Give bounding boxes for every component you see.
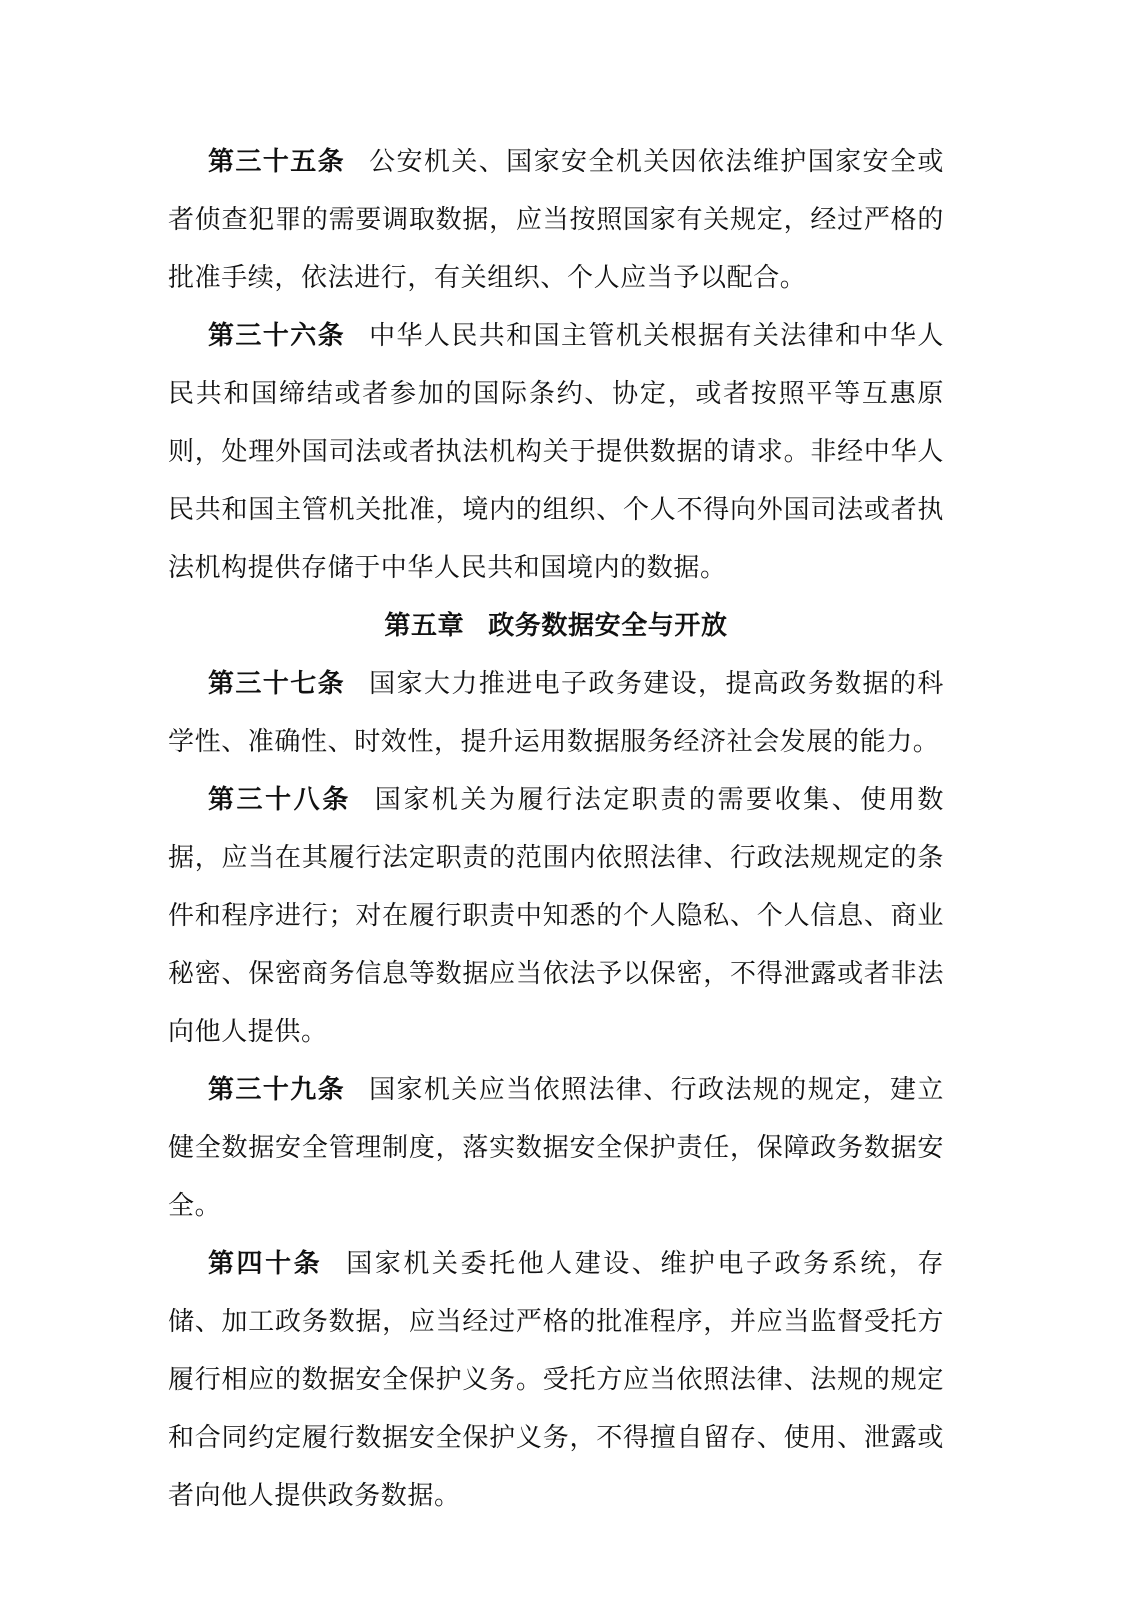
article-text: 国家机关应当依照法律、行政法规的规定，建立健全数据安全管理制度，落实数据安全保护责任，保障政务数据安全。 xyxy=(168,1075,944,1221)
article-title: 第三十五条 xyxy=(208,147,346,177)
article-35 xyxy=(168,133,944,307)
article-38 xyxy=(168,771,944,1061)
document-page xyxy=(168,133,944,1525)
article-title: 第三十八条 xyxy=(208,785,351,815)
chapter-title: 政务数据安全与开放 xyxy=(488,611,728,641)
article-text: 国家大力推进电子政务建设，提高政务数据的科学性、准确性、时效性，提升运用数据服务经济社会发展的能力。 xyxy=(168,669,944,757)
chapter-number: 第五章 xyxy=(384,611,465,641)
article-40 xyxy=(168,1235,944,1525)
article-title: 第四十条 xyxy=(208,1249,323,1279)
chapter-heading xyxy=(168,597,944,655)
article-36 xyxy=(168,307,944,597)
article-37 xyxy=(168,655,944,771)
article-39 xyxy=(168,1061,944,1235)
article-text: 国家机关为履行法定职责的需要收集、使用数据，应当在其履行法定职责的范围内依照法律、行政法规规定的条件和程序进行；对在履行职责中知悉的个人隐私、个人信息、商业秘密、保密商务信息等数据应当依法予以保密，不得泄露或者非法向他人提供。 xyxy=(168,785,944,1047)
article-title: 第三十六条 xyxy=(208,321,346,351)
article-text: 公安机关、国家安全机关因依法维护国家安全或者侦查犯罪的需要调取数据，应当按照国家有关规定，经过严格的批准手续，依法进行，有关组织、个人应当予以配合。 xyxy=(168,147,944,293)
article-title: 第三十七条 xyxy=(208,669,346,699)
article-text: 国家机关委托他人建设、维护电子政务系统，存储、加工政务数据，应当经过严格的批准程序，并应当监督受托方履行相应的数据安全保护义务。受托方应当依照法律、法规的规定和合同约定履行数据安全保护义务，不得擅自留存、使用、泄露或者向他人提供政务数据。 xyxy=(168,1249,944,1511)
article-text: 中华人民共和国主管机关根据有关法律和中华人民共和国缔结或者参加的国际条约、协定，或者按照平等互惠原则，处理外国司法或者执法机构关于提供数据的请求。非经中华人民共和国主管机关批准，境内的组织、个人不得向外国司法或者执法机构提供存储于中华人民共和国境内的数据。 xyxy=(168,321,944,583)
article-title: 第三十九条 xyxy=(208,1075,346,1105)
